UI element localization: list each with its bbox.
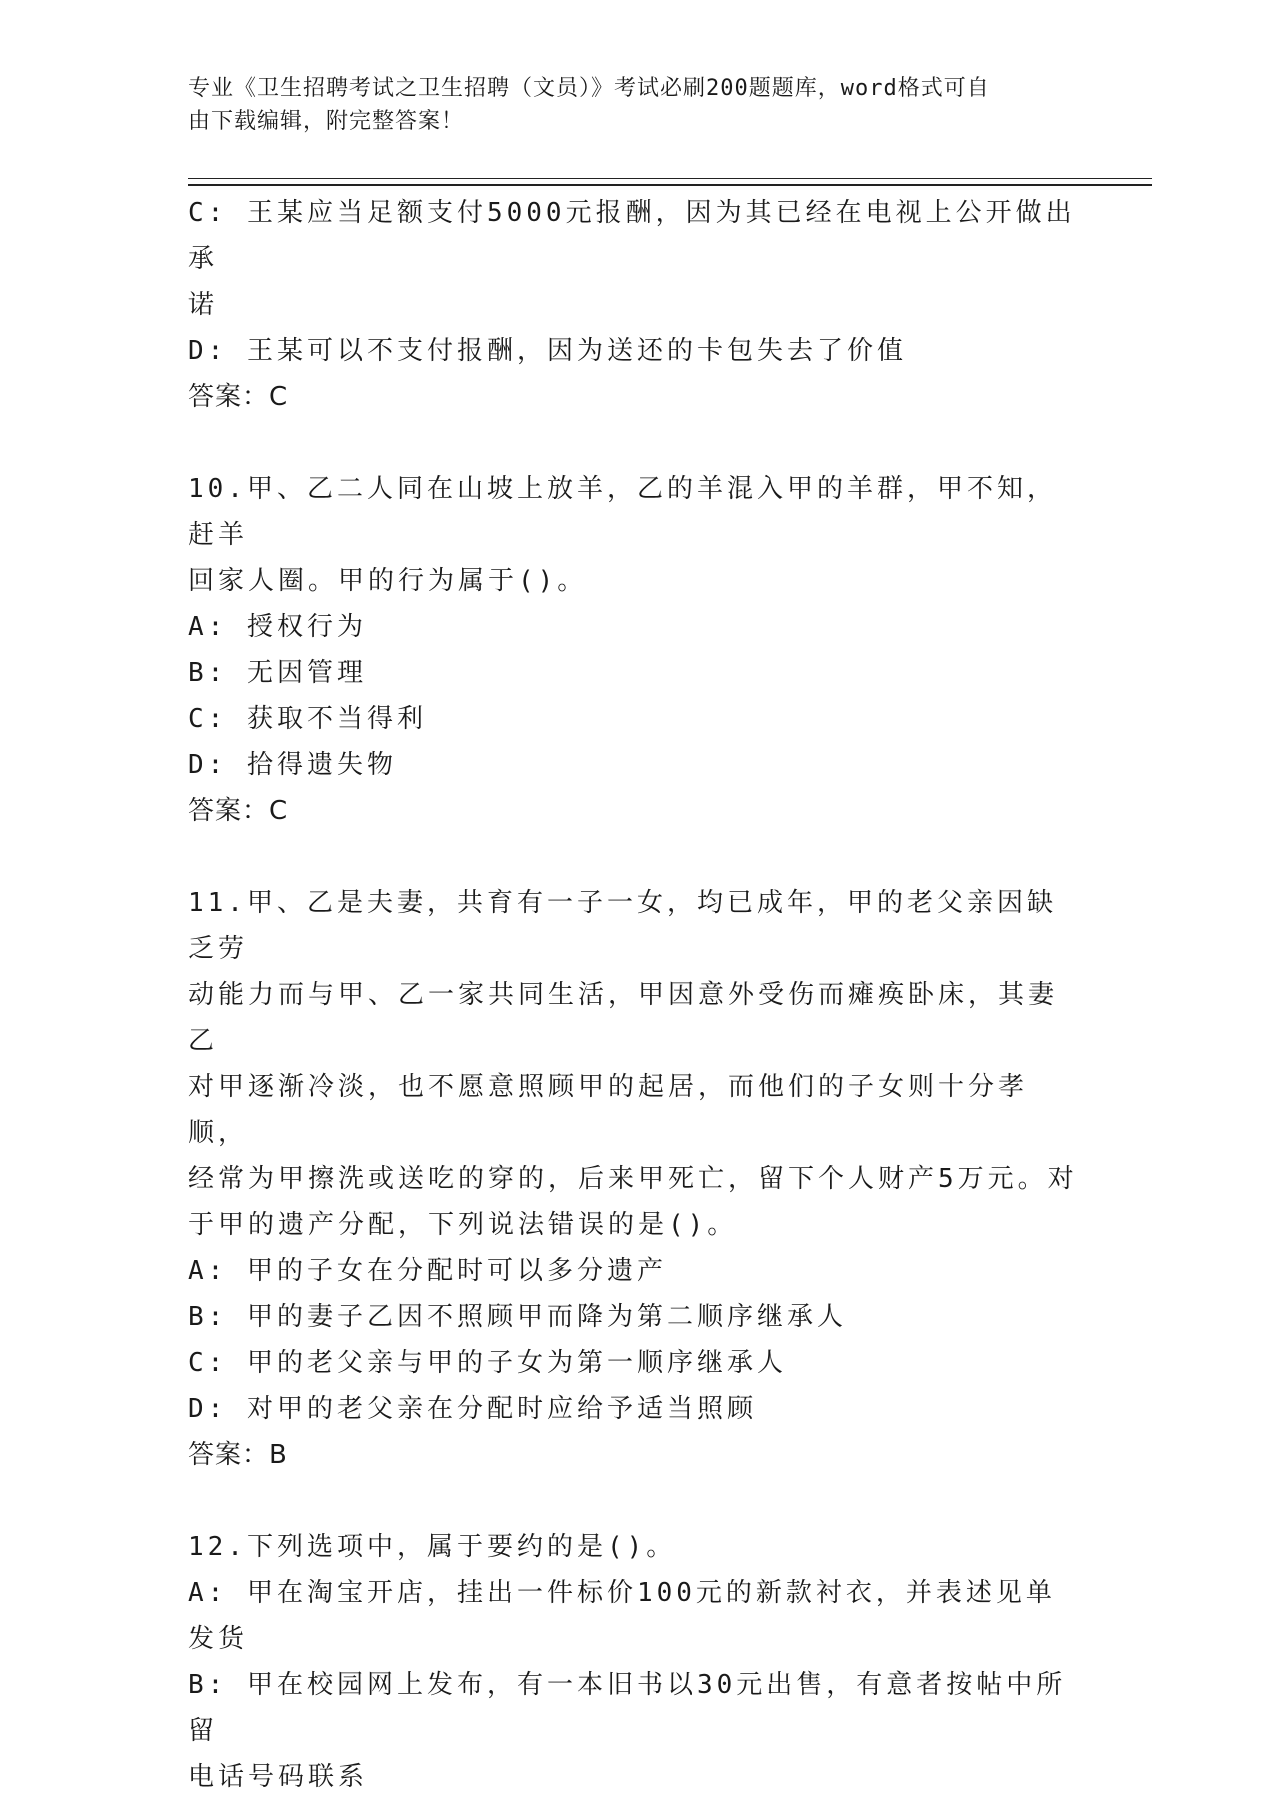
question-11 bbox=[188, 880, 1078, 1478]
document-body bbox=[188, 190, 1078, 1800]
option-b: B: 无因管理 bbox=[188, 658, 367, 688]
option-c: C: 王某应当足额支付5000元报酬，因为其已经在电视上公开做出承 bbox=[188, 198, 1076, 274]
header-divider-thick bbox=[188, 184, 1152, 186]
header-title-line-1: 专业《卫生招聘考试之卫生招聘（文员）》考试必刷200题题库，word格式可自 bbox=[188, 76, 990, 101]
header-divider-thin bbox=[188, 178, 1152, 179]
page-header bbox=[188, 72, 1068, 138]
question-stem-continued: 于甲的遗产分配，下列说法错误的是()。 bbox=[188, 1210, 738, 1240]
question-stem-continued: 动能力而与甲、乙一家共同生活，甲因意外受伤而瘫痪卧床，其妻乙 bbox=[188, 980, 1059, 1056]
question-stem-continued: 回家人圈。甲的行为属于()。 bbox=[188, 566, 588, 596]
question-stem-continued: 经常为甲擦洗或送吃的穿的，后来甲死亡，留下个人财产5万元。对 bbox=[188, 1164, 1078, 1194]
question-stem: 11.甲、乙是夫妻，共育有一子一女，均已成年，甲的老父亲因缺乏劳 bbox=[188, 888, 1057, 964]
option-d: D: 对甲的老父亲在分配时应给予适当照顾 bbox=[188, 1394, 757, 1424]
spacer bbox=[188, 834, 1078, 880]
spacer bbox=[188, 420, 1078, 466]
option-a: A: 甲在淘宝开店，挂出一件标价100元的新款衬衣，并表述见单发货 bbox=[188, 1578, 1056, 1654]
question-10 bbox=[188, 466, 1078, 834]
option-a: A: 甲的子女在分配时可以多分遗产 bbox=[188, 1256, 667, 1286]
option-c: C: 甲的老父亲与甲的子女为第一顺序继承人 bbox=[188, 1348, 787, 1378]
option-d: D: 王某可以不支付报酬，因为送还的卡包失去了价值 bbox=[188, 336, 907, 366]
option-b: B: 甲的妻子乙因不照顾甲而降为第二顺序继承人 bbox=[188, 1302, 847, 1332]
question-9-continued bbox=[188, 190, 1078, 420]
option-c: C: 获取不当得利 bbox=[188, 704, 427, 734]
question-stem-continued: 对甲逐渐冷淡，也不愿意照顾甲的起居，而他们的子女则十分孝顺， bbox=[188, 1072, 1029, 1148]
header-title-line-2: 由下载编辑，附完整答案！ bbox=[188, 109, 465, 134]
option-c-continued: 诺 bbox=[188, 290, 219, 320]
answer: 答案：C bbox=[188, 796, 289, 826]
spacer bbox=[188, 1478, 1078, 1524]
question-12 bbox=[188, 1524, 1078, 1800]
answer: 答案：C bbox=[188, 382, 289, 412]
option-b: B: 甲在校园网上发布，有一本旧书以30元出售，有意者按帖中所留 bbox=[188, 1670, 1067, 1746]
option-b-continued: 电话号码联系 bbox=[188, 1762, 369, 1792]
question-stem: 10.甲、乙二人同在山坡上放羊，乙的羊混入甲的羊群，甲不知，赶羊 bbox=[188, 474, 1057, 550]
option-d: D: 拾得遗失物 bbox=[188, 750, 397, 780]
option-a: A: 授权行为 bbox=[188, 612, 367, 642]
question-stem: 12.下列选项中，属于要约的是()。 bbox=[188, 1532, 677, 1562]
answer: 答案：B bbox=[188, 1440, 288, 1470]
